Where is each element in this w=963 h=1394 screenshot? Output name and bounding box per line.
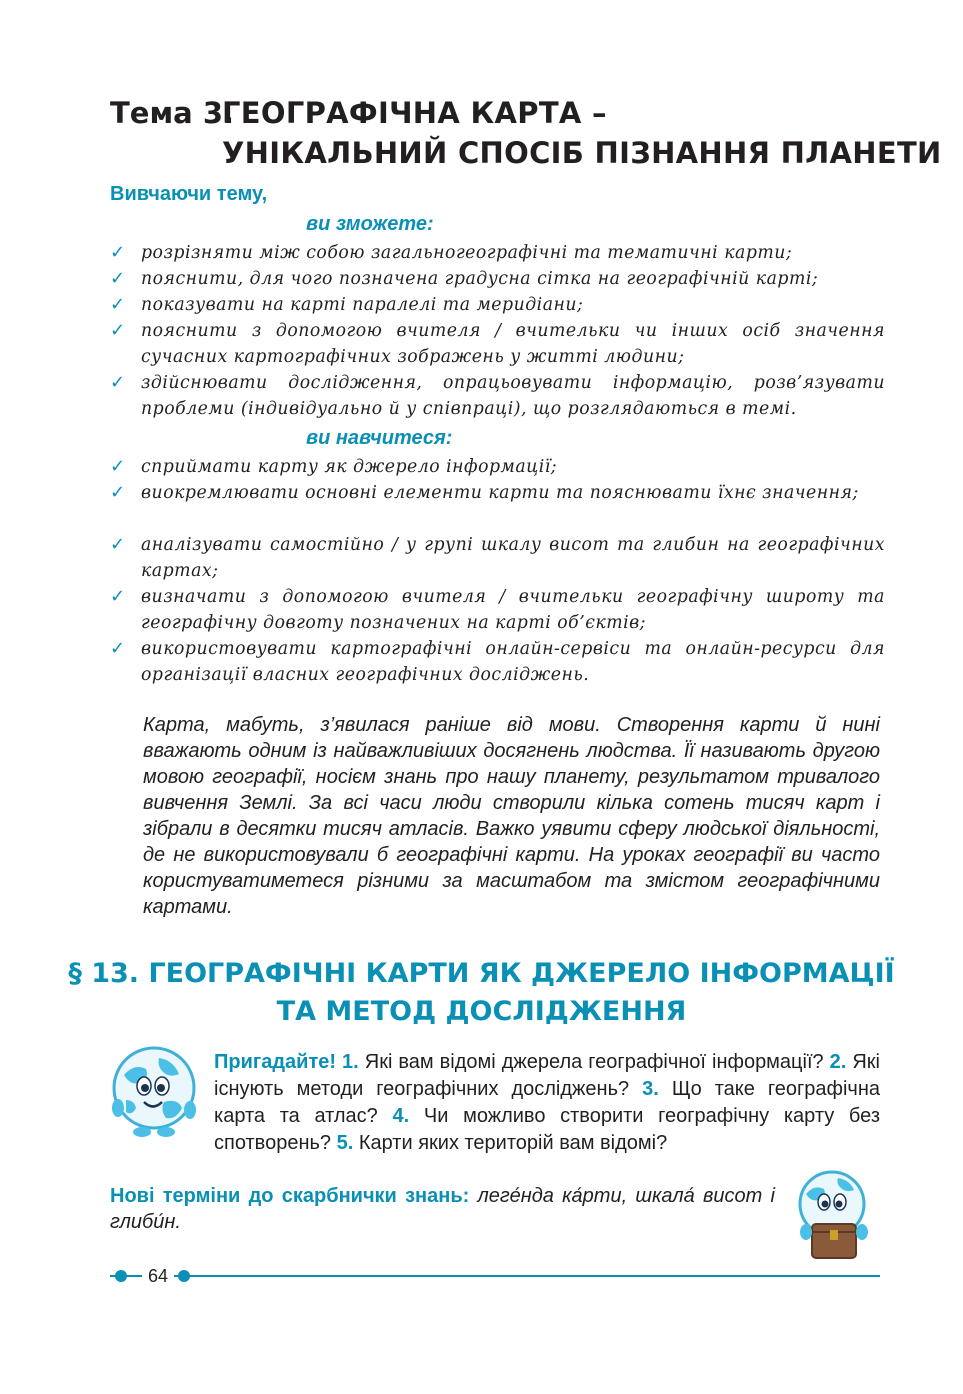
question-number: 3. xyxy=(642,1078,659,1100)
intro-text: Карта, мабуть, з’явилася раніше від мови. Створення карти й нині вважають одним із найважливіших досягнень людства. Її називають другою мовою географії, носієм знань про нашу планету, результатом тривалого вивчення Землі. За всі часи люди створили кілька сотень тисяч карт і зібрали в десятки тисяч атласів. Важко уявити сферу людської діяльності, де не використовували б географічні карти. На уроках географії ви часто користуватиметеся різними за масштабом та змістом географічними картами. xyxy=(143,714,880,918)
goal-item: ✓ показувати на карті паралелі та меридіани; xyxy=(110,292,885,318)
check-icon: ✓ xyxy=(110,482,126,503)
footer-rule xyxy=(110,1275,880,1277)
check-icon: ✓ xyxy=(110,638,126,659)
footer-dot-icon xyxy=(115,1270,127,1282)
goal-item: ✓ пояснити з допомогою вчителя / вчительки чи інших осіб значення сучасних картографічних зображень у житті людини; xyxy=(110,320,885,367)
question-text: Чи можливо створити географічну карту без спотворень? xyxy=(214,1105,880,1154)
remember-label: Пригадайте! xyxy=(214,1051,337,1073)
check-icon: ✓ xyxy=(110,534,126,555)
check-icon: ✓ xyxy=(110,268,126,289)
terms-block xyxy=(110,1183,775,1235)
question-text: Що таке географічна карта та атлас? xyxy=(214,1078,880,1127)
globe-mascot-icon xyxy=(104,1040,204,1140)
learn-heading: ви навчитеся: xyxy=(306,427,453,449)
remember-block xyxy=(214,1049,880,1157)
goal-item: ✓ пояснити, для чого позначена градусна сітка на географічній карті; xyxy=(110,266,885,292)
topic-number: Тема 3. xyxy=(110,96,235,130)
goal-item: ✓ розрізняти між собою загальногеографічні та тематичні карти; xyxy=(110,240,885,266)
terms-text: леге́нда ка́рти, шкала́ висот і глиби́н. xyxy=(110,1185,775,1233)
footer-dot-icon xyxy=(178,1270,190,1282)
goal-item: ✓ визначати з допомогою вчителя / вчительки географічну широту та географічну довготу позначених на карті об’єктів; xyxy=(110,586,885,633)
question-text: Які існують методи географічних досліджень? xyxy=(214,1051,880,1100)
terms-label: Нові терміни до скарбнички знань: xyxy=(110,1185,470,1207)
check-icon: ✓ xyxy=(110,294,126,315)
goal-item: ✓ аналізувати самостійно / у групі шкалу висот та глибин на географічних картах; xyxy=(110,534,885,581)
can-heading: ви зможете: xyxy=(306,213,434,235)
question-number: 5. xyxy=(336,1132,354,1154)
paragraph-title-line1: § 13. ГЕОГРАФІЧНІ КАРТИ ЯК ДЖЕРЕЛО ІНФОРМАЦІЇ xyxy=(68,958,895,989)
globe-treasure-chest-icon xyxy=(788,1166,880,1266)
check-icon: ✓ xyxy=(110,320,126,341)
page-number: 64 xyxy=(142,1266,174,1287)
goal-item: ✓ здійснювати дослідження, опрацьовувати інформацію, розв’язувати проблеми (індивідуально й у співпраці), що розглядаються в темі. xyxy=(110,372,885,419)
topic-title-line1: ГЕОГРАФІЧНА КАРТА – xyxy=(222,96,607,130)
question-text: Які вам відомі джерела географічної інформації? xyxy=(364,1051,824,1073)
check-icon: ✓ xyxy=(110,586,126,607)
topic-title-line2: УНІКАЛЬНИЙ СПОСІБ ПІЗНАННЯ ПЛАНЕТИ xyxy=(222,136,942,170)
check-icon: ✓ xyxy=(110,456,126,477)
goal-item: ✓ виокремлювати основні елементи карти та пояснювати їхнє значення; xyxy=(110,480,885,506)
question-number: 1. xyxy=(342,1051,359,1073)
question-number: 2. xyxy=(829,1051,847,1073)
goal-item: ✓ використовувати картографічні онлайн-сервіси та онлайн-ресурси для організації власних географічних досліджень. xyxy=(110,638,885,685)
check-icon: ✓ xyxy=(110,242,126,263)
paragraph-title-line2: ТА МЕТОД ДОСЛІДЖЕННЯ xyxy=(276,996,687,1027)
check-icon: ✓ xyxy=(110,372,126,393)
question-number: 4. xyxy=(392,1105,410,1127)
study-heading: Вивчаючи тему, xyxy=(110,183,268,205)
goal-item: ✓ сприймати карту як джерело інформації; xyxy=(110,454,885,480)
question-text: Карти яких територій вам відомі? xyxy=(358,1132,668,1154)
